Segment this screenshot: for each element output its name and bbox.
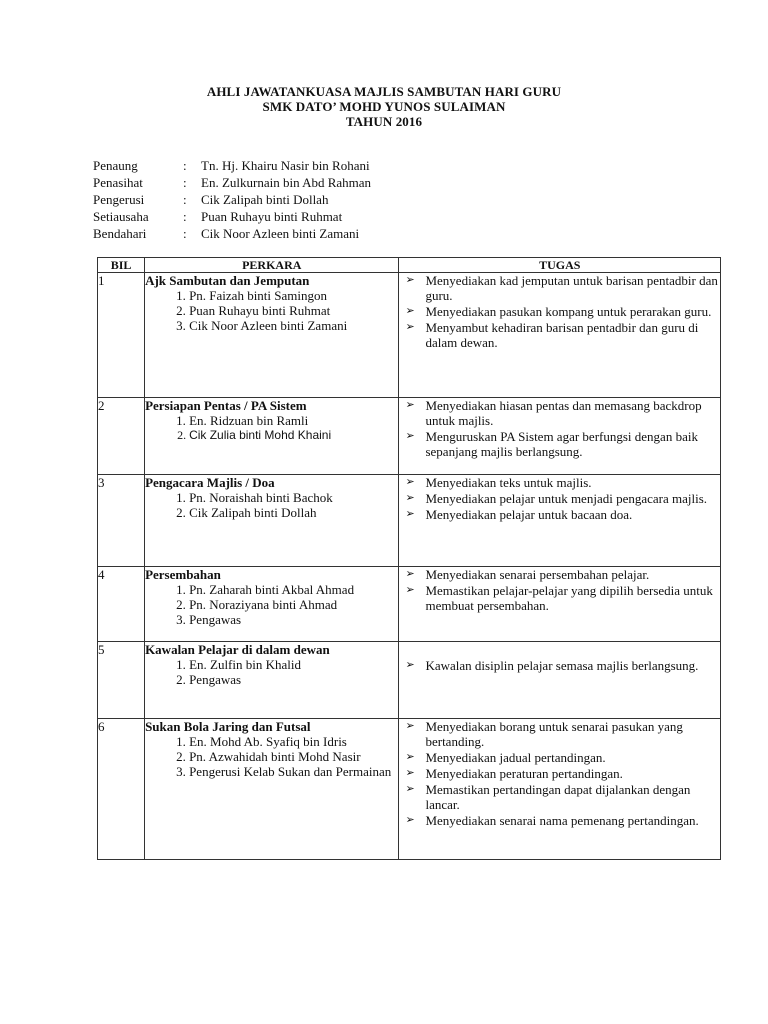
row-number: 2 [98, 398, 145, 475]
officer-row [93, 175, 513, 192]
task-item [399, 719, 720, 749]
section-title: Persiapan Pentas / PA Sistem [145, 398, 307, 413]
duty-table-body [98, 273, 721, 860]
task-item [399, 491, 720, 506]
task-list [399, 642, 720, 673]
document-title [0, 84, 768, 129]
tugas-cell [399, 567, 721, 642]
task-text: Menyediakan pasukan kompang untuk perarakan guru. [425, 304, 712, 319]
task-item [399, 813, 720, 828]
member-item: 3. Pengawas [189, 612, 398, 627]
task-text: Menguruskan PA Sistem agar berfungsi dengan baik sepanjang majlis berlangsung. [425, 429, 698, 459]
member-item: 3. Pengerusi Kelab Sukan dan Permainan [189, 764, 398, 779]
officer-list [93, 158, 513, 243]
tugas-cell [399, 398, 721, 475]
member-item: 1. En. Ridzuan bin Ramli [189, 413, 398, 428]
title-line-3: TAHUN 2016 [345, 114, 423, 129]
section-title: Sukan Bola Jaring dan Futsal [145, 719, 311, 734]
arrow-bullet-icon: ➢ [405, 659, 415, 671]
arrow-bullet-icon: ➢ [405, 584, 415, 596]
tugas-cell [399, 475, 721, 567]
tugas-cell [399, 642, 721, 719]
officer-role: Bendahari [93, 226, 147, 241]
officer-row [93, 226, 513, 243]
section-title: Pengacara Majlis / Doa [145, 475, 275, 490]
member-item: 2. Cik Zulia binti Mohd Khaini [189, 428, 398, 443]
member-item: 2. Pengawas [189, 672, 398, 687]
member-item: 3. Cik Noor Azleen binti Zamani [189, 318, 398, 333]
arrow-bullet-icon: ➢ [405, 492, 415, 504]
officer-role: Setiausaha [93, 209, 149, 224]
task-list [399, 719, 720, 828]
task-text: Menyediakan jadual pertandingan. [425, 750, 606, 765]
task-text: Menyediakan borang untuk senarai pasukan yang bertanding. [425, 719, 683, 749]
column-header-bil: BIL [98, 258, 145, 273]
column-header-perkara: PERKARA [145, 258, 399, 273]
task-list [399, 398, 720, 459]
tugas-cell [399, 719, 721, 860]
member-item: 2. Pn. Noraziyana binti Ahmad [189, 597, 398, 612]
task-text: Menyambut kehadiran barisan pentadbir dan guru di dalam dewan. [425, 320, 699, 350]
member-item: 1. Pn. Faizah binti Samingon [189, 288, 398, 303]
task-text: Menyediakan pelajar untuk bacaan doa. [425, 507, 633, 522]
task-item [399, 583, 720, 613]
member-item: 1. En. Zulfin bin Khalid [189, 657, 398, 672]
officer-role: Pengerusi [93, 192, 145, 207]
row-number: 6 [98, 719, 145, 860]
table-row [98, 642, 721, 719]
officer-role: Penasihat [93, 175, 143, 190]
section-title: Persembahan [145, 567, 221, 582]
arrow-bullet-icon: ➢ [405, 305, 415, 317]
member-item: 2. Pn. Azwahidah binti Mohd Nasir [189, 749, 398, 764]
member-list [145, 413, 398, 443]
arrow-bullet-icon: ➢ [405, 568, 415, 580]
officer-role: Penaung [93, 158, 138, 173]
arrow-bullet-icon: ➢ [405, 767, 415, 779]
task-text: Menyediakan kad jemputan untuk barisan pentadbir dan guru. [425, 273, 718, 303]
member-item: 1. En. Mohd Ab. Syafiq bin Idris [189, 734, 398, 749]
task-item [399, 475, 720, 490]
task-text: Menyediakan senarai nama pemenang pertandingan. [425, 813, 699, 828]
member-list [145, 657, 398, 687]
task-text: Menyediakan peraturan pertandingan. [425, 766, 623, 781]
task-item [399, 320, 720, 350]
task-text: Menyediakan senarai persembahan pelajar. [425, 567, 650, 582]
perkara-cell [145, 719, 399, 860]
member-item: 2. Puan Ruhayu binti Ruhmat [189, 303, 398, 318]
arrow-bullet-icon: ➢ [405, 274, 415, 286]
officer-name: Cik Noor Azleen binti Zamani [201, 226, 360, 241]
section-title: Ajk Sambutan dan Jemputan [145, 273, 310, 288]
arrow-bullet-icon: ➢ [405, 476, 415, 488]
task-text: Menyediakan pelajar untuk menjadi pengacara majlis. [425, 491, 708, 506]
section-title: Kawalan Pelajar di dalam dewan [145, 642, 330, 657]
task-text: Menyediakan teks untuk majlis. [425, 475, 592, 490]
task-text: Memastikan pertandingan dapat dijalankan dengan lancar. [425, 782, 691, 812]
officer-name: Tn. Hj. Khairu Nasir bin Rohani [201, 158, 370, 173]
task-item [399, 782, 720, 812]
officer-colon: : [183, 192, 187, 207]
member-item: 2. Cik Zalipah binti Dollah [189, 505, 398, 520]
task-text: Kawalan disiplin pelajar semasa majlis berlangsung. [425, 658, 699, 673]
member-list [145, 288, 398, 333]
member-list [145, 490, 398, 520]
table-row [98, 475, 721, 567]
arrow-bullet-icon: ➢ [405, 321, 415, 333]
officer-colon: : [183, 226, 187, 241]
perkara-cell [145, 273, 399, 398]
perkara-cell [145, 567, 399, 642]
member-item: 1. Pn. Noraishah binti Bachok [189, 490, 398, 505]
perkara-cell [145, 398, 399, 475]
row-number: 4 [98, 567, 145, 642]
task-list [399, 475, 720, 522]
arrow-bullet-icon: ➢ [405, 751, 415, 763]
officer-colon: : [183, 175, 187, 190]
task-text: Menyediakan hiasan pentas dan memasang backdrop untuk majlis. [425, 398, 702, 428]
task-item [399, 750, 720, 765]
title-line-2: SMK DATO’ MOHD YUNOS SULAIMAN [262, 99, 506, 114]
task-item [399, 273, 720, 303]
task-item [399, 304, 720, 319]
officer-colon: : [183, 209, 187, 224]
arrow-bullet-icon: ➢ [405, 720, 415, 732]
officer-name: Puan Ruhayu binti Ruhmat [201, 209, 343, 224]
task-item [399, 658, 720, 673]
row-number: 1 [98, 273, 145, 398]
table-row [98, 567, 721, 642]
task-item [399, 507, 720, 522]
table-row [98, 273, 721, 398]
table-header-row [98, 258, 721, 273]
task-item [399, 567, 720, 582]
arrow-bullet-icon: ➢ [405, 399, 415, 411]
task-item [399, 429, 720, 459]
column-header-tugas: TUGAS [399, 258, 721, 273]
table-row [98, 398, 721, 475]
task-list [399, 273, 720, 350]
officer-colon: : [183, 158, 187, 173]
perkara-cell [145, 642, 399, 719]
member-item: 1. Pn. Zaharah binti Akbal Ahmad [189, 582, 398, 597]
officer-row [93, 158, 513, 175]
officer-row [93, 209, 513, 226]
arrow-bullet-icon: ➢ [405, 783, 415, 795]
title-line-1: AHLI JAWATANKUASA MAJLIS SAMBUTAN HARI GURU [206, 84, 562, 99]
member-list [145, 582, 398, 627]
task-item [399, 398, 720, 428]
task-text: Memastikan pelajar-pelajar yang dipilih bersedia untuk membuat persembahan. [425, 583, 713, 613]
officer-row [93, 192, 513, 209]
row-number: 5 [98, 642, 145, 719]
duty-table [97, 257, 721, 860]
officer-name: Cik Zalipah binti Dollah [201, 192, 329, 207]
tugas-cell [399, 273, 721, 398]
arrow-bullet-icon: ➢ [405, 430, 415, 442]
table-row [98, 719, 721, 860]
perkara-cell [145, 475, 399, 567]
arrow-bullet-icon: ➢ [405, 508, 415, 520]
member-list [145, 734, 398, 779]
task-list [399, 567, 720, 613]
task-item [399, 766, 720, 781]
row-number: 3 [98, 475, 145, 567]
arrow-bullet-icon: ➢ [405, 814, 415, 826]
officer-name: En. Zulkurnain bin Abd Rahman [201, 175, 372, 190]
